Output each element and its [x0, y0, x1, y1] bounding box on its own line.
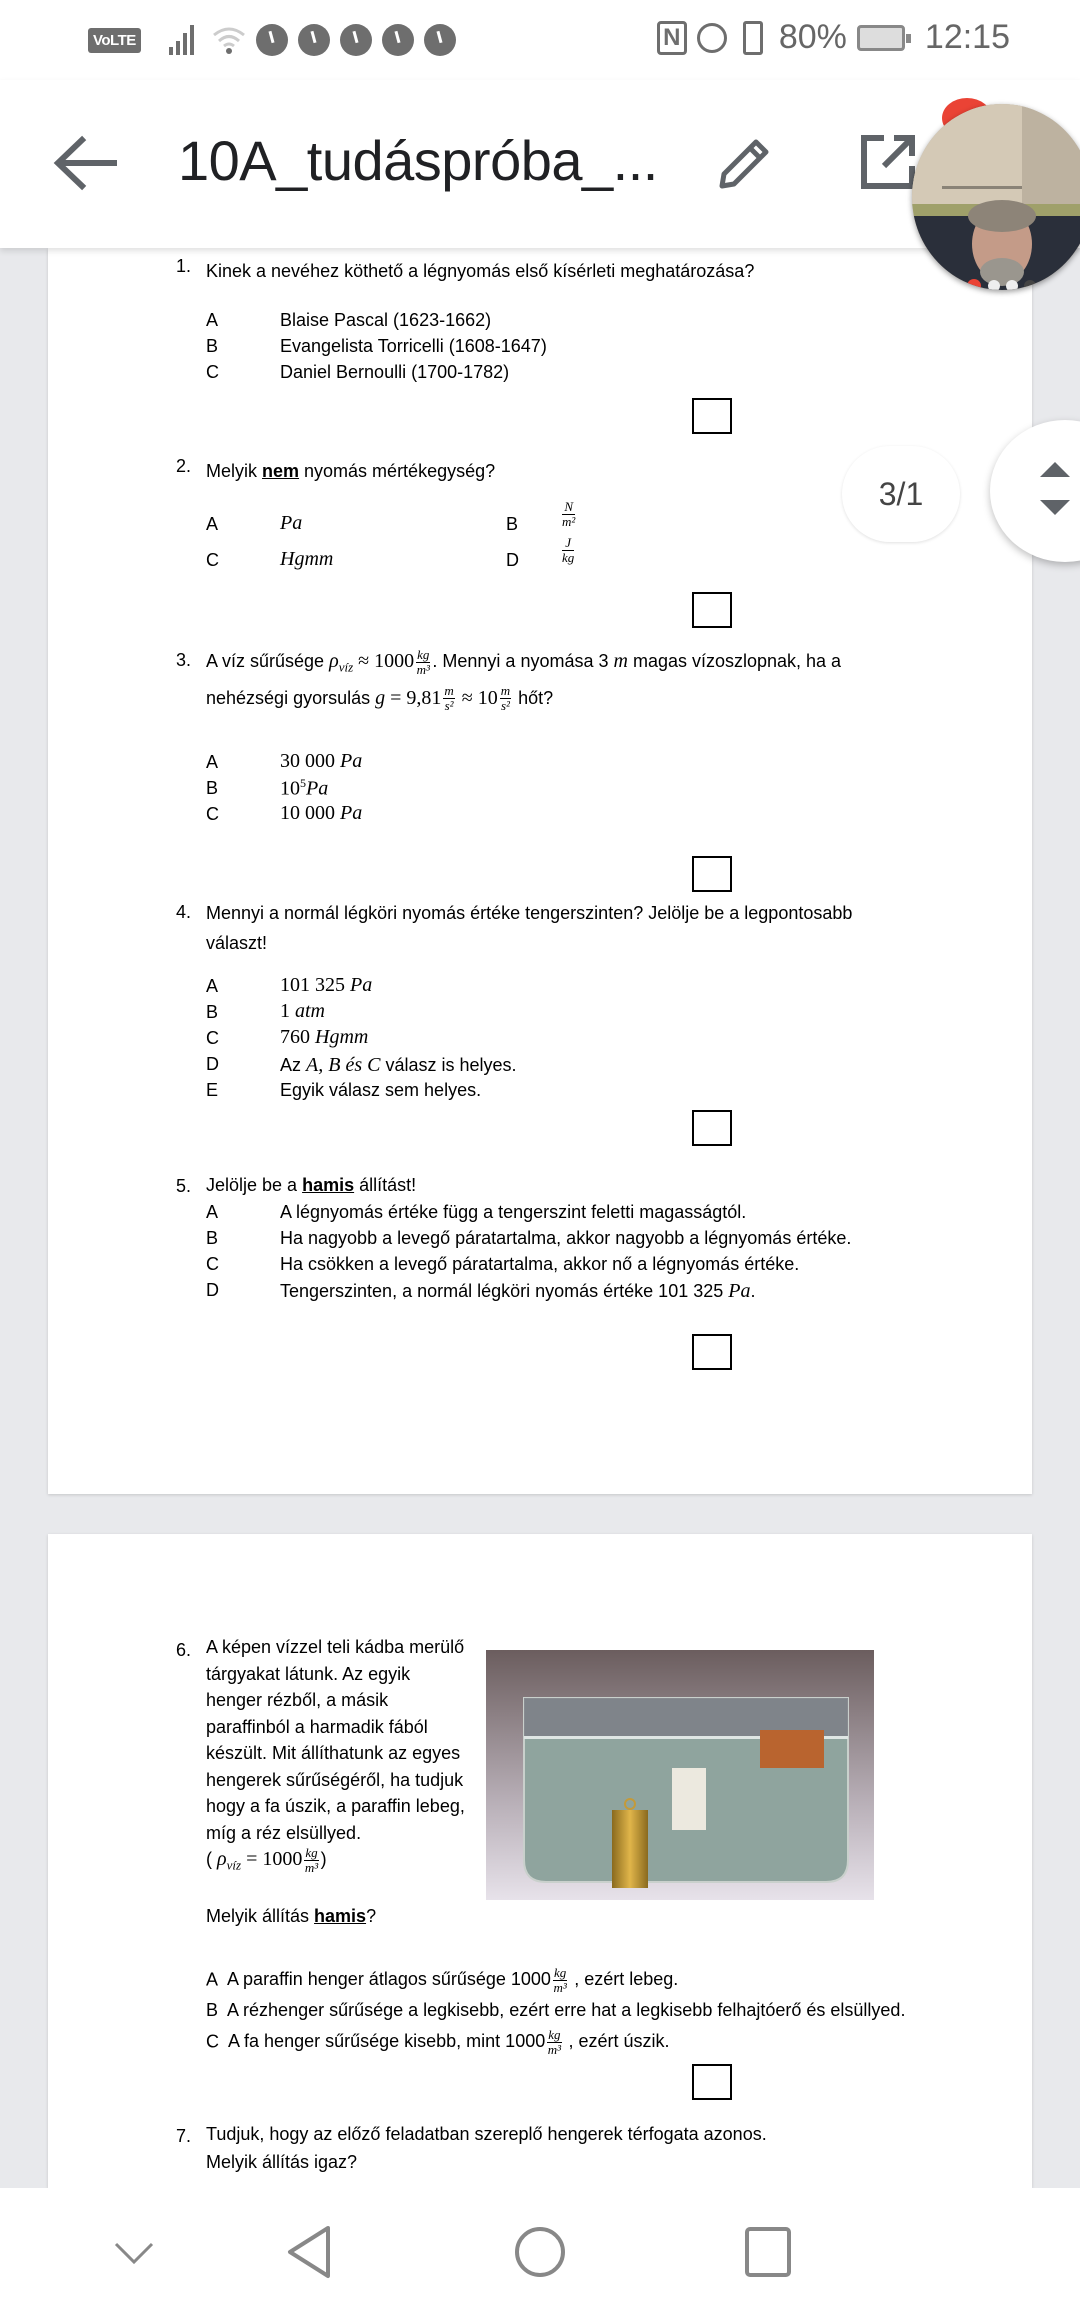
option-label: B — [206, 778, 219, 798]
alarm-clock-icon — [697, 23, 727, 53]
option-label: E — [206, 1080, 219, 1100]
question-text: A képen vízzel teli kádba merülő tárgyakat látunk. Az egyik henger rézből, a másik paraffinból a harmadik fából készült. Mit állíthatunk az egyes hengerek sűrűségéről, ha tudjuk hogy a fa úszik, a paraffin lebeg, míg a réz elsüllyed. ( $\rho_{víz} = 1000$ $\frac{kg}{\text{m³}}$ ) — [206, 1637, 465, 1875]
density-formula: ( $\rho_{víz} = 1000$ $\frac{kg}{\text{m³}}$ ) — [206, 1845, 327, 1875]
option-label: C — [206, 550, 219, 570]
option-text: 101 325 Pa — [280, 974, 373, 996]
option-label: C — [206, 1028, 219, 1048]
question-number: 4. — [176, 902, 192, 922]
option-label: A — [206, 514, 219, 534]
answer-box-5[interactable] — [692, 1334, 732, 1370]
answer-box-6[interactable] — [692, 2064, 732, 2100]
answer-box-3[interactable] — [692, 856, 732, 892]
volte-icon: VoLTE — [88, 28, 141, 53]
vibrate-icon — [743, 21, 763, 55]
option-label: D — [206, 1280, 219, 1300]
option-fraction: $\frac{J}{kg}$ — [562, 535, 575, 565]
option-text: A fa henger sűrűsége kisebb, mint 1000 $\frac{kg}{\text{m³}}$ , ezért úszik. — [228, 2027, 670, 2057]
option-text: Az A, B és C válasz is helyes. — [280, 1054, 517, 1076]
option-text: Evangelista Torricelli (1608-1647) — [280, 336, 547, 356]
question-text: Jelölje be a hamis állítást! — [206, 1175, 417, 1195]
document-page-2 — [48, 1534, 1032, 2188]
option-label: C — [206, 362, 219, 382]
document-title: 10A_tudáspróba_... — [178, 129, 658, 192]
question-number: 3. — [176, 650, 192, 670]
question-text: A víz sűrűsége $\rho_{víz} \approx 1000$ $\frac{kg}{\text{m³}}$ . Mennyi a nyomása 3 m magas vízoszlopnak, ha a nehézségi gyorsulás g = 9,81 $\frac{m}{\text{s²}}$ ≈ 10 $\frac{m}{\text{s²}}$ hőt? — [206, 646, 842, 714]
question-number: 6. — [176, 1640, 192, 1660]
option-row — [206, 1966, 678, 1995]
pencil-icon[interactable] — [712, 130, 778, 196]
question-text: Tudjuk, hogy az előző feladatban szereplő hengerek térfogata azonos. Melyik állítás igaz? — [206, 2124, 767, 2172]
option-text: Ha nagyobb a levegő páratartalma, akkor nagyobb a légnyomás értéke. — [280, 1228, 852, 1248]
arrow-left-icon[interactable] — [50, 130, 120, 196]
option-text: Blaise Pascal (1623-1662) — [280, 310, 492, 330]
option-text: 30 000 Pa — [280, 750, 363, 772]
option-row — [206, 2028, 670, 2057]
answer-box-1[interactable] — [692, 398, 732, 434]
question-text: Melyik nem nyomás mértékegység? — [206, 461, 496, 481]
option-label: C — [206, 2031, 219, 2052]
option-text: 10 000 Pa — [280, 802, 363, 824]
option-text: Tengerszinten, a normál légköri nyomás értéke 101 325 Pa. — [280, 1280, 756, 1302]
question-number: 2. — [176, 456, 192, 476]
answer-box-4[interactable] — [692, 1110, 732, 1146]
option-text: 760 Hgmm — [280, 1026, 369, 1048]
question-text: Kinek a nevéhez köthető a légnyomás első kísérleti meghatározása? — [206, 261, 755, 281]
alarm-icon — [424, 24, 456, 56]
option-fraction: $\frac{N}{\text{m²}}$ — [562, 499, 576, 529]
wifi-icon — [212, 25, 246, 55]
option-text: Daniel Bernoulli (1700-1782) — [280, 362, 510, 382]
signal-icon — [169, 25, 194, 55]
option-label: B — [206, 336, 219, 356]
chevron-down-icon[interactable] — [112, 2238, 156, 2268]
option-text: A rézhenger sűrűsége a legkisebb, ezért erre hat a legkisebb felhajtóerő és elsüllyed. — [227, 2000, 906, 2020]
battery-icon — [857, 25, 905, 51]
question-number: 7. — [176, 2126, 192, 2146]
option-text: Pa — [280, 512, 303, 534]
answer-box-2[interactable] — [692, 592, 732, 628]
document-page-1 — [48, 248, 1032, 1494]
option-label: A — [206, 976, 219, 996]
option-label: B — [206, 1228, 219, 1248]
system-nav-bar — [0, 2188, 1080, 2312]
option-label: A — [206, 1202, 219, 1222]
question-number: 1. — [176, 256, 192, 276]
option-text: A légnyomás értéke függ a tengerszint feletti magasságtól. — [280, 1202, 747, 1222]
option-row — [206, 2000, 905, 2021]
alarm-icon — [256, 24, 288, 56]
option-text: $10^5Pa$ — [280, 776, 329, 800]
video-feed-image — [912, 104, 1080, 290]
open-external-icon[interactable] — [858, 132, 918, 192]
alarm-icon — [298, 24, 330, 56]
option-text: Egyik válasz sem helyes. — [280, 1080, 482, 1100]
nfc-icon: N — [657, 21, 687, 55]
option-text: 1 atm — [280, 1000, 325, 1022]
option-label: B — [206, 2000, 219, 2020]
status-bar — [0, 0, 1080, 80]
option-label: D — [506, 550, 519, 570]
back-triangle-icon[interactable] — [284, 2224, 336, 2280]
option-label: C — [206, 804, 219, 824]
option-label: B — [506, 514, 519, 534]
clock-time: 12:15 — [924, 18, 1010, 56]
alarm-icon — [382, 24, 414, 56]
option-label: C — [206, 1254, 219, 1274]
alarm-icon — [340, 24, 372, 56]
home-circle-icon[interactable] — [514, 2224, 566, 2280]
scroll-down-icon[interactable] — [1040, 500, 1070, 515]
page-counter: 3/1 — [842, 446, 960, 542]
scroll-up-icon[interactable] — [1040, 462, 1070, 477]
option-text: Ha csökken a levegő páratartalma, akkor nő a légnyomás értéke. — [280, 1254, 800, 1274]
water-tank-photo — [486, 1650, 874, 1900]
question-text: Mennyi a normál légköri nyomás értéke tengerszinten? Jelölje be a legpontosabb választ! — [206, 903, 853, 953]
battery-percent: 80% — [778, 18, 847, 56]
question-number: 5. — [176, 1176, 192, 1196]
option-label: D — [206, 1054, 219, 1074]
option-label: B — [206, 1002, 219, 1022]
option-label: A — [206, 752, 219, 772]
sub-question-6: Melyik állítás hamis? — [206, 1906, 377, 1926]
video-call-bubble[interactable] — [912, 104, 1080, 290]
option-label: A — [206, 310, 219, 330]
option-label: A — [206, 1969, 219, 1990]
recents-square-icon[interactable] — [744, 2226, 792, 2278]
option-text: Hgmm — [280, 548, 334, 570]
option-text: A paraffin henger átlagos sűrűsége 1000 $\frac{kg}{\text{m³}}$ , ezért lebeg. — [227, 1965, 679, 1995]
